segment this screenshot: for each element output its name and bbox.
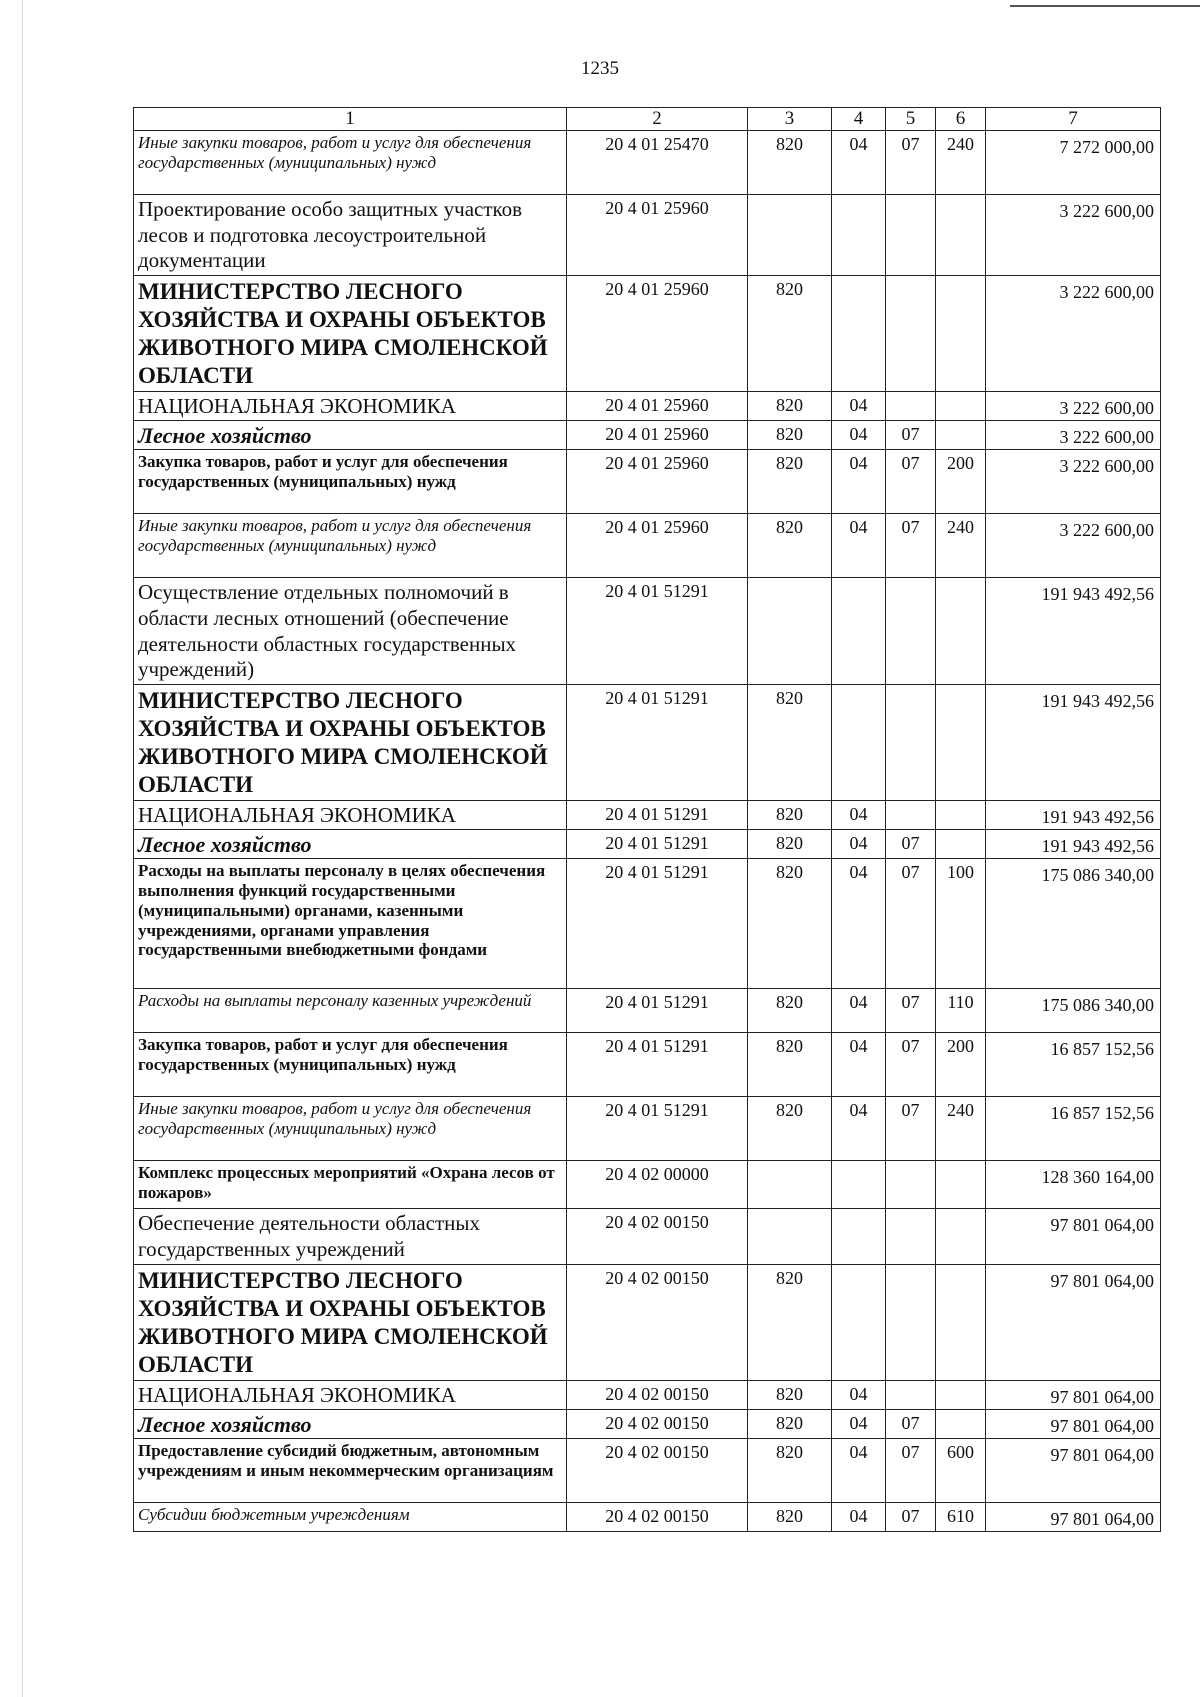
row-c5: 07: [886, 859, 936, 989]
table-row: [134, 131, 1161, 195]
row-c5: [886, 801, 936, 830]
row-c3: 820: [748, 859, 832, 989]
row-c6: [936, 684, 986, 800]
row-name: Лесное хозяйство: [134, 829, 567, 859]
row-name: Иные закупки товаров, работ и услуг для обеспечения государственных (муниципальных) нужд: [134, 514, 567, 578]
row-c5: 07: [886, 131, 936, 195]
row-c3: 820: [748, 1097, 832, 1161]
row-amount: 3 222 600,00: [986, 275, 1161, 391]
header-col-7: 7: [986, 108, 1161, 131]
row-code: 20 4 02 00150: [567, 1209, 748, 1264]
row-name: Расходы на выплаты персоналу в целях обеспечения выполнения функций государственными (муниципальными) органами, казенными учреждениями, органами управления государственными внебюджетными фондами: [134, 859, 567, 989]
header-col-4: 4: [832, 108, 886, 131]
row-c5: 07: [886, 514, 936, 578]
row-amount: 191 943 492,56: [986, 829, 1161, 859]
row-c3: 820: [748, 514, 832, 578]
table-row: [134, 1209, 1161, 1264]
row-c6: 240: [936, 514, 986, 578]
row-code: 20 4 01 51291: [567, 829, 748, 859]
row-c5: [886, 1380, 936, 1409]
row-name: Субсидии бюджетным учреждениям: [134, 1503, 567, 1532]
row-c4: 04: [832, 1033, 886, 1097]
row-c4: [832, 275, 886, 391]
row-c3: 820: [748, 989, 832, 1033]
row-amount: 7 272 000,00: [986, 131, 1161, 195]
table-row: [134, 829, 1161, 859]
budget-table: [133, 107, 1161, 1532]
table-row: [134, 801, 1161, 830]
table-row: [134, 578, 1161, 684]
row-amount: 128 360 164,00: [986, 1161, 1161, 1209]
row-c6: [936, 1264, 986, 1380]
row-c4: 04: [832, 1097, 886, 1161]
row-c3: 820: [748, 392, 832, 421]
header-col-1: 1: [134, 108, 567, 131]
table-row: [134, 989, 1161, 1033]
row-c4: 04: [832, 392, 886, 421]
row-c4: 04: [832, 1439, 886, 1503]
row-name: Осуществление отдельных полномочий в области лесных отношений (обеспечение деятельности областных государственных учреждений): [134, 578, 567, 684]
row-c5: [886, 195, 936, 276]
row-amount: 97 801 064,00: [986, 1209, 1161, 1264]
row-amount: 97 801 064,00: [986, 1503, 1161, 1532]
row-amount: 3 222 600,00: [986, 392, 1161, 421]
row-name: Закупка товаров, работ и услуг для обеспечения государственных (муниципальных) нужд: [134, 1033, 567, 1097]
row-c3: 820: [748, 684, 832, 800]
row-name: Обеспечение деятельности областных государственных учреждений: [134, 1209, 567, 1264]
row-c4: 04: [832, 1503, 886, 1532]
row-c4: [832, 1209, 886, 1264]
row-c6: 600: [936, 1439, 986, 1503]
row-c5: 07: [886, 1097, 936, 1161]
row-c3: 820: [748, 1409, 832, 1439]
row-amount: 3 222 600,00: [986, 514, 1161, 578]
row-c4: [832, 684, 886, 800]
row-c3: 820: [748, 801, 832, 830]
header-row: [134, 108, 1161, 131]
header-col-3: 3: [748, 108, 832, 131]
row-c3: 820: [748, 450, 832, 514]
row-c3: 820: [748, 275, 832, 391]
row-c4: 04: [832, 420, 886, 450]
row-code: 20 4 01 25960: [567, 420, 748, 450]
row-c5: 07: [886, 1033, 936, 1097]
row-c3: [748, 1161, 832, 1209]
row-c6: 240: [936, 131, 986, 195]
row-c3: 820: [748, 1033, 832, 1097]
row-amount: 97 801 064,00: [986, 1380, 1161, 1409]
row-c5: 07: [886, 420, 936, 450]
row-c3: 820: [748, 829, 832, 859]
row-code: 20 4 02 00150: [567, 1264, 748, 1380]
row-amount: 3 222 600,00: [986, 420, 1161, 450]
row-c4: 04: [832, 131, 886, 195]
row-c5: 07: [886, 989, 936, 1033]
row-name: НАЦИОНАЛЬНАЯ ЭКОНОМИКА: [134, 801, 567, 830]
row-c4: [832, 1161, 886, 1209]
table-row: [134, 859, 1161, 989]
row-c6: [936, 275, 986, 391]
table-row: [134, 684, 1161, 800]
row-name: Закупка товаров, работ и услуг для обеспечения государственных (муниципальных) нужд: [134, 450, 567, 514]
table-row: [134, 1264, 1161, 1380]
row-amount: 175 086 340,00: [986, 859, 1161, 989]
row-amount: 16 857 152,56: [986, 1097, 1161, 1161]
row-amount: 97 801 064,00: [986, 1439, 1161, 1503]
row-amount: 191 943 492,56: [986, 801, 1161, 830]
row-c6: 110: [936, 989, 986, 1033]
row-name: МИНИСТЕРСТВО ЛЕСНОГО ХОЗЯЙСТВА И ОХРАНЫ ОБЪЕКТОВ ЖИВОТНОГО МИРА СМОЛЕНСКОЙ ОБЛАСТИ: [134, 275, 567, 391]
row-c4: 04: [832, 801, 886, 830]
row-c5: [886, 1209, 936, 1264]
row-code: 20 4 01 51291: [567, 801, 748, 830]
row-c5: 07: [886, 829, 936, 859]
table-row: [134, 1033, 1161, 1097]
row-code: 20 4 01 25960: [567, 275, 748, 391]
row-c5: [886, 275, 936, 391]
header-col-6: 6: [936, 108, 986, 131]
row-name: Иные закупки товаров, работ и услуг для обеспечения государственных (муниципальных) нужд: [134, 1097, 567, 1161]
table-row: [134, 1439, 1161, 1503]
table-row: [134, 1503, 1161, 1532]
row-amount: 97 801 064,00: [986, 1264, 1161, 1380]
row-code: 20 4 01 51291: [567, 684, 748, 800]
row-name: Проектирование особо защитных участков лесов и подготовка лесоустроительной документации: [134, 195, 567, 276]
row-c4: 04: [832, 514, 886, 578]
row-c3: [748, 1209, 832, 1264]
row-code: 20 4 01 25960: [567, 450, 748, 514]
row-c3: 820: [748, 420, 832, 450]
row-amount: 175 086 340,00: [986, 989, 1161, 1033]
row-c6: 610: [936, 1503, 986, 1532]
row-amount: 191 943 492,56: [986, 684, 1161, 800]
row-amount: 191 943 492,56: [986, 578, 1161, 684]
row-amount: 3 222 600,00: [986, 195, 1161, 276]
row-code: 20 4 02 00000: [567, 1161, 748, 1209]
row-c4: 04: [832, 989, 886, 1033]
row-c3: 820: [748, 1439, 832, 1503]
table-row: [134, 392, 1161, 421]
row-name: Комплекс процессных мероприятий «Охрана лесов от пожаров»: [134, 1161, 567, 1209]
row-code: 20 4 01 51291: [567, 1033, 748, 1097]
row-c6: [936, 1209, 986, 1264]
row-c4: 04: [832, 1409, 886, 1439]
row-amount: 97 801 064,00: [986, 1409, 1161, 1439]
page-number: 1235: [581, 58, 619, 79]
row-code: 20 4 01 25960: [567, 514, 748, 578]
row-c4: 04: [832, 859, 886, 989]
row-c6: 200: [936, 1033, 986, 1097]
row-c6: [936, 195, 986, 276]
row-c4: [832, 578, 886, 684]
row-name: Предоставление субсидий бюджетным, автономным учреждениям и иным некоммерческим организациям: [134, 1439, 567, 1503]
row-c6: [936, 420, 986, 450]
row-code: 20 4 01 51291: [567, 1097, 748, 1161]
row-code: 20 4 02 00150: [567, 1409, 748, 1439]
row-c3: 820: [748, 1380, 832, 1409]
header-col-2: 2: [567, 108, 748, 131]
table-row: [134, 1161, 1161, 1209]
row-code: 20 4 01 51291: [567, 578, 748, 684]
table-row: [134, 420, 1161, 450]
row-c6: [936, 1380, 986, 1409]
row-name: Иные закупки товаров, работ и услуг для обеспечения государственных (муниципальных) нужд: [134, 131, 567, 195]
row-c5: [886, 1264, 936, 1380]
top-rule: [1010, 5, 1200, 7]
row-c5: [886, 578, 936, 684]
row-c6: 100: [936, 859, 986, 989]
row-c5: [886, 392, 936, 421]
row-c5: 07: [886, 1439, 936, 1503]
table-row: [134, 450, 1161, 514]
table-row: [134, 514, 1161, 578]
row-c6: [936, 392, 986, 421]
row-c5: [886, 1161, 936, 1209]
row-c4: 04: [832, 829, 886, 859]
row-c6: [936, 578, 986, 684]
row-code: 20 4 01 51291: [567, 859, 748, 989]
row-code: 20 4 01 51291: [567, 989, 748, 1033]
row-c4: 04: [832, 450, 886, 514]
row-name: Расходы на выплаты персоналу казенных учреждений: [134, 989, 567, 1033]
row-code: 20 4 02 00150: [567, 1380, 748, 1409]
row-name: МИНИСТЕРСТВО ЛЕСНОГО ХОЗЯЙСТВА И ОХРАНЫ ОБЪЕКТОВ ЖИВОТНОГО МИРА СМОЛЕНСКОЙ ОБЛАСТИ: [134, 1264, 567, 1380]
row-c4: [832, 1264, 886, 1380]
row-code: 20 4 01 25470: [567, 131, 748, 195]
row-c3: 820: [748, 1264, 832, 1380]
row-code: 20 4 02 00150: [567, 1439, 748, 1503]
row-c6: 240: [936, 1097, 986, 1161]
row-name: Лесное хозяйство: [134, 420, 567, 450]
row-name: НАЦИОНАЛЬНАЯ ЭКОНОМИКА: [134, 392, 567, 421]
table-row: [134, 1097, 1161, 1161]
header-col-5: 5: [886, 108, 936, 131]
row-amount: 16 857 152,56: [986, 1033, 1161, 1097]
table-row: [134, 1380, 1161, 1409]
row-code: 20 4 02 00150: [567, 1503, 748, 1532]
row-c3: 820: [748, 131, 832, 195]
row-name: МИНИСТЕРСТВО ЛЕСНОГО ХОЗЯЙСТВА И ОХРАНЫ ОБЪЕКТОВ ЖИВОТНОГО МИРА СМОЛЕНСКОЙ ОБЛАСТИ: [134, 684, 567, 800]
row-c5: 07: [886, 1503, 936, 1532]
row-c6: [936, 1409, 986, 1439]
table-row: [134, 195, 1161, 276]
row-c5: 07: [886, 450, 936, 514]
row-c4: [832, 195, 886, 276]
row-name: Лесное хозяйство: [134, 1409, 567, 1439]
row-code: 20 4 01 25960: [567, 195, 748, 276]
row-c6: [936, 1161, 986, 1209]
row-amount: 3 222 600,00: [986, 450, 1161, 514]
row-name: НАЦИОНАЛЬНАЯ ЭКОНОМИКА: [134, 1380, 567, 1409]
row-c3: 820: [748, 1503, 832, 1532]
row-c6: 200: [936, 450, 986, 514]
row-c5: 07: [886, 1409, 936, 1439]
row-c3: [748, 195, 832, 276]
table-row: [134, 1409, 1161, 1439]
row-code: 20 4 01 25960: [567, 392, 748, 421]
table-row: [134, 275, 1161, 391]
row-c6: [936, 829, 986, 859]
row-c5: [886, 684, 936, 800]
row-c4: 04: [832, 1380, 886, 1409]
row-c3: [748, 578, 832, 684]
row-c6: [936, 801, 986, 830]
